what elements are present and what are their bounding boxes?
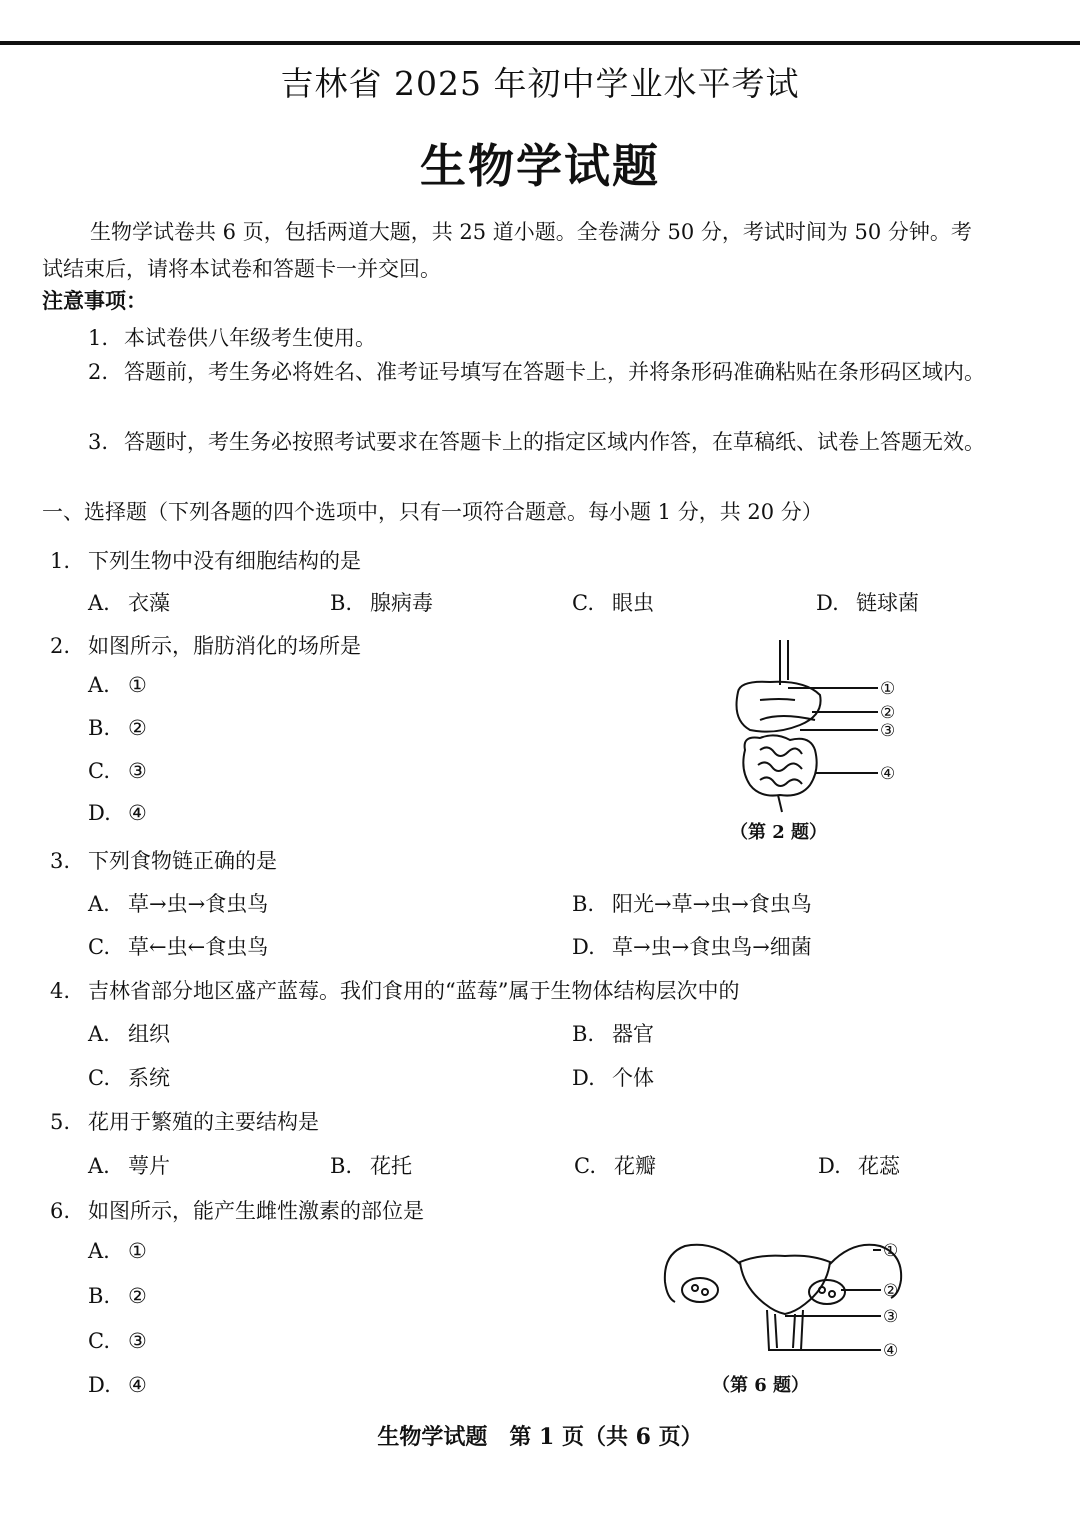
option-text: 阳光→草→虫→食虫鸟 <box>612 892 812 916</box>
question-text: 下列食物链正确的是 <box>88 849 277 873</box>
left-ovary-shape <box>682 1278 718 1302</box>
esophagus-shape <box>780 640 788 685</box>
option-text: 花托 <box>370 1154 412 1178</box>
option-letter: D. <box>572 935 595 959</box>
note-number: 1. <box>88 326 109 350</box>
option-text: 组织 <box>128 1022 170 1046</box>
option-letter: B. <box>330 591 353 615</box>
answer-option <box>574 1150 656 1180</box>
pancreas-line <box>760 716 815 720</box>
question-stem <box>50 975 739 1005</box>
subject-title: 生物学试题 <box>420 139 660 193</box>
top-rule <box>0 41 1080 45</box>
question-number: 2. <box>50 634 71 658</box>
question-text: 如图所示，脂肪消化的场所是 <box>88 634 361 658</box>
liver-shape <box>737 682 821 732</box>
option-text: 个体 <box>612 1066 654 1090</box>
question-number: 6. <box>50 1199 71 1223</box>
answer-option <box>330 1150 412 1180</box>
option-letter: C. <box>88 935 110 959</box>
option-letter: A. <box>88 1022 110 1046</box>
marker-label-4: ④ <box>880 764 896 784</box>
option-letter: D. <box>818 1154 841 1178</box>
option-text: 草→虫→食虫鸟 <box>128 892 269 916</box>
section-heading: 一、选择题（下列各题的四个选项中，只有一项符合题意。每小题 1 分，共 20 分） <box>42 500 823 524</box>
option-text: 器官 <box>612 1022 654 1046</box>
option-letter: C. <box>572 591 594 615</box>
question-number: 4. <box>50 979 71 1003</box>
option-letter: B. <box>572 892 595 916</box>
answer-option <box>818 1150 900 1180</box>
answer-option <box>572 587 654 617</box>
question-text: 花用于繁殖的主要结构是 <box>88 1110 319 1134</box>
note-item <box>88 425 988 460</box>
note-text: 答题前，考生务必将姓名、准考证号填写在答题卡上，并将条形码准确粘贴在条形码区域内。 <box>124 360 985 384</box>
answer-option <box>88 673 147 697</box>
option-letter: A. <box>88 1154 110 1178</box>
answer-option <box>88 1239 147 1263</box>
option-text: 花瓣 <box>614 1154 656 1178</box>
option-letter: D. <box>88 1373 111 1397</box>
option-letter: B. <box>88 1284 111 1308</box>
option-letter: B. <box>88 716 111 740</box>
digestive-system-diagram <box>720 640 910 815</box>
answer-option <box>572 1062 654 1092</box>
note-item <box>88 355 988 390</box>
marker-label-4: ④ <box>883 1341 899 1361</box>
option-text: ① <box>128 673 147 697</box>
uterus-shape <box>740 1256 830 1314</box>
right-ovary-shape <box>809 1280 845 1304</box>
note-number: 2. <box>88 360 109 384</box>
answer-option <box>88 1284 147 1308</box>
option-text: 草→虫→食虫鸟→细菌 <box>612 935 812 959</box>
option-text: ③ <box>128 759 147 783</box>
answer-option <box>572 931 812 961</box>
cervix-lines <box>775 1314 795 1348</box>
question-number: 3. <box>50 849 71 873</box>
option-letter: C. <box>88 759 110 783</box>
marker-label-2: ② <box>880 703 896 723</box>
stomach-line <box>760 699 795 700</box>
option-letter: D. <box>88 801 111 825</box>
question-stem <box>50 845 277 875</box>
marker-label-3: ③ <box>880 721 896 741</box>
marker-label-2: ② <box>883 1281 899 1301</box>
option-letter: B. <box>330 1154 353 1178</box>
note-number: 3. <box>88 430 109 454</box>
answer-option <box>88 1150 170 1180</box>
question-stem <box>50 1106 319 1136</box>
question-number: 1. <box>50 549 71 573</box>
question-text: 如图所示，能产生雌性激素的部位是 <box>88 1199 424 1223</box>
question-text: 吉林省部分地区盛产蓝莓。我们食用的“蓝莓”属于生物体结构层次中的 <box>88 979 740 1003</box>
option-text: 系统 <box>128 1066 170 1090</box>
option-text: 链球菌 <box>856 591 919 615</box>
option-letter: D. <box>572 1066 595 1090</box>
female-reproductive-system-diagram <box>655 1232 915 1372</box>
answer-option <box>572 1018 654 1048</box>
answer-option <box>88 1018 170 1048</box>
option-letter: D. <box>816 591 839 615</box>
answer-option <box>88 1329 147 1353</box>
answer-option <box>88 759 147 783</box>
option-text: ④ <box>128 1373 147 1397</box>
small-intestine-coils <box>758 747 802 786</box>
option-text: 眼虫 <box>612 591 654 615</box>
option-text: 萼片 <box>128 1154 170 1178</box>
answer-option <box>88 931 268 961</box>
option-letter: A. <box>88 673 110 697</box>
option-text: ④ <box>128 801 147 825</box>
option-letter: C. <box>574 1154 596 1178</box>
answer-option <box>88 587 170 617</box>
note-text: 答题时，考生务必按照考试要求在答题卡上的指定区域内作答，在草稿纸、试卷上答题无效。 <box>124 430 985 454</box>
option-letter: B. <box>572 1022 595 1046</box>
rectum-line <box>778 795 782 812</box>
question-number: 5. <box>50 1110 71 1134</box>
notes-heading: 注意事项： <box>42 288 147 313</box>
question-stem <box>50 1195 424 1225</box>
option-text: 腺病毒 <box>370 591 433 615</box>
marker-label-1: ① <box>883 1241 899 1261</box>
option-text: 衣藻 <box>128 591 170 615</box>
answer-option <box>572 888 812 918</box>
answer-option <box>88 801 147 825</box>
option-letter: A. <box>88 1239 110 1263</box>
option-text: ③ <box>128 1329 147 1353</box>
intro-paragraph: 生物学试卷共 6 页，包括两道大题，共 25 道小题。全卷满分 50 分，考试时间为 50 分钟。考试结束后，请将本试卷和答题卡一并交回。 <box>42 220 972 281</box>
option-text: ② <box>128 1284 147 1308</box>
marker-label-1: ① <box>880 679 896 699</box>
option-text: 草←虫←食虫鸟 <box>128 935 269 959</box>
figure-caption: （第 2 题） <box>730 822 828 843</box>
note-text: 本试卷供八年级考生使用。 <box>124 326 376 350</box>
marker-label-3: ③ <box>883 1307 899 1327</box>
answer-option <box>816 587 919 617</box>
option-letter: C. <box>88 1066 110 1090</box>
answer-option <box>88 888 268 918</box>
question-text: 下列生物中没有细胞结构的是 <box>88 549 361 573</box>
answer-option <box>330 587 433 617</box>
answer-option <box>88 1373 147 1397</box>
option-letter: A. <box>88 591 110 615</box>
page-footer: 生物学试题 第 1 页（共 6 页） <box>377 1424 703 1450</box>
note-item <box>88 321 988 356</box>
exam-title: 吉林省 2025 年初中学业水平考试 <box>280 64 800 103</box>
option-text: ① <box>128 1239 147 1263</box>
option-letter: A. <box>88 892 110 916</box>
question-stem <box>50 630 361 660</box>
option-text: ② <box>128 716 147 740</box>
answer-option <box>88 1062 170 1092</box>
figure-caption: （第 6 题） <box>712 1375 810 1396</box>
option-letter: C. <box>88 1329 110 1353</box>
option-text: 花蕊 <box>858 1154 900 1178</box>
question-stem <box>50 545 361 575</box>
answer-option <box>88 716 147 740</box>
